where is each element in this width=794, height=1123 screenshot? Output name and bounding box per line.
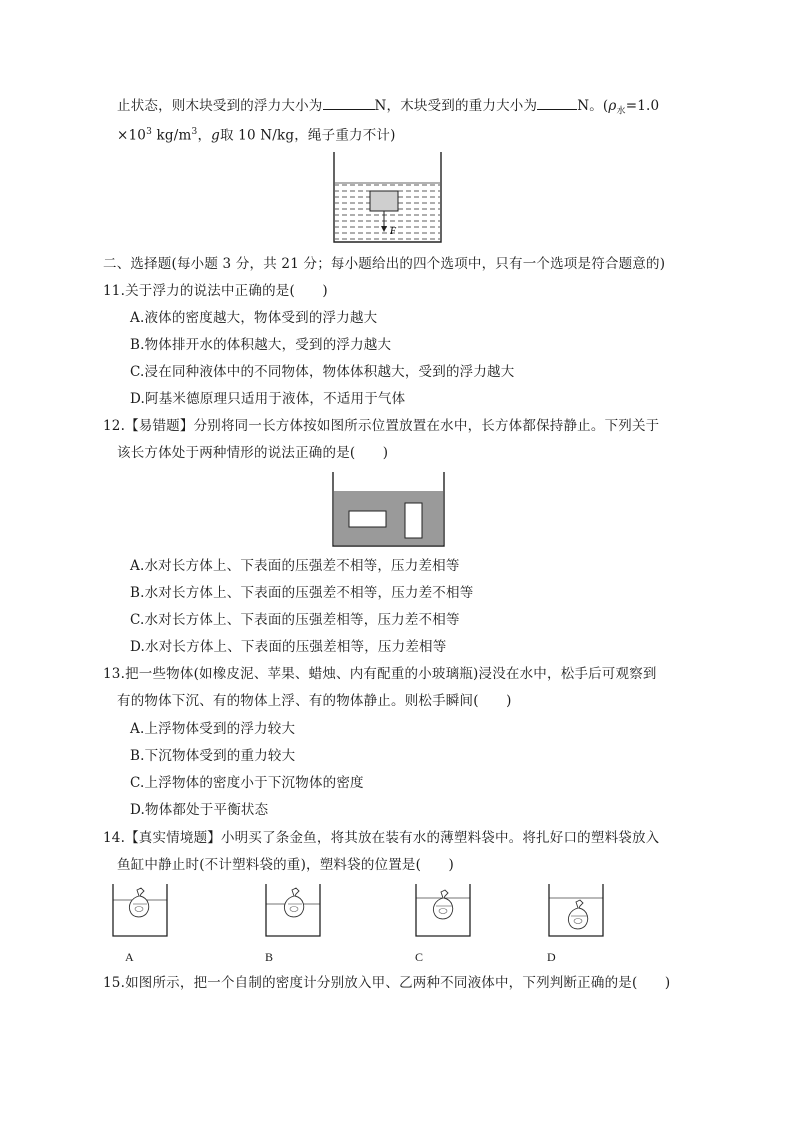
q14-label-a: A [125, 950, 134, 964]
q12-stem-line-1: 12.【易错题】分别将同一长方体按如图所示位置放置在水中，长方体都保持静止。下列关于 [103, 418, 660, 434]
q14-label-d: D [547, 950, 556, 964]
rho-symbol: ρ [608, 98, 617, 114]
q12-option-a[interactable]: A.水对长方体上、下表面的压强差不相等，压力差相等 [130, 558, 460, 574]
q15-stem: 15.如图所示，把一个自制的密度计分别放入甲、乙两种不同液体中，下列判断正确的是( ) [103, 975, 671, 991]
bag-icon [433, 890, 452, 919]
answer-blank-buoyancy[interactable] [323, 95, 375, 110]
q12-stem-line-2: 该长方体处于两种情形的说法正确的是( ) [117, 445, 389, 461]
q10-figure [333, 152, 443, 244]
q10-text-a: 止状态，则木块受到的浮力大小为 [117, 98, 323, 114]
q14-stem-line-2: 鱼缸中静止时(不计塑料袋的重)，塑料袋的位置是( ) [117, 857, 454, 873]
q11-option-d[interactable]: D.阿基米德原理只适用于液体，不适用于气体 [130, 391, 406, 407]
q14-figure-b[interactable] [264, 884, 322, 938]
bag-icon [568, 900, 587, 929]
q11-stem: 11.关于浮力的说法中正确的是( ) [103, 283, 328, 299]
q10-text-f: kg/m [152, 127, 192, 144]
q14-figure-a[interactable] [111, 884, 169, 938]
q13-option-d[interactable]: D.物体都处于平衡状态 [130, 802, 269, 818]
q10-text-b: N，木块受到的重力大小为 [374, 98, 538, 114]
bag-icon [129, 888, 148, 917]
q10-text-h: 取 10 N/kg，绳子重力不计) [219, 127, 396, 144]
block-horizontal [349, 511, 386, 527]
water-subscript: 水 [616, 106, 626, 117]
q11-option-b[interactable]: B.物体排开水的体积越大，受到的浮力越大 [130, 337, 392, 353]
q12-option-d[interactable]: D.水对长方体上、下表面的压强差相等，压力差相等 [130, 639, 447, 655]
q13-option-c[interactable]: C.上浮物体的密度小于下沉物体的密度 [130, 775, 364, 791]
section-2-title: 二、选择题(每小题 3 分，共 21 分；每小题给出的四个选项中，只有一个选项是符合题意的) [103, 256, 666, 272]
q10-text-c: N。( [577, 98, 609, 114]
q14-label-b: B [265, 950, 274, 964]
q14-label-c: C [415, 950, 424, 964]
q10-line-2 [117, 122, 396, 146]
q11-option-c[interactable]: C.浸在同种液体中的不同物体，物体体积越大，受到的浮力越大 [130, 364, 515, 380]
q13-option-b[interactable]: B.下沉物体受到的重力较大 [130, 748, 296, 764]
exponent-3: 3 [146, 127, 153, 137]
q13-stem-line-2: 有的物体下沉、有的物体上浮、有的物体静止。则松手瞬间( ) [117, 693, 512, 709]
answer-blank-gravity[interactable] [537, 95, 577, 110]
q14-figure-c[interactable] [414, 884, 472, 938]
force-label: F [390, 226, 397, 237]
q13-stem-line-1: 13.把一些物体(如橡皮泥、苹果、蜡烛、内有配重的小玻璃瓶)浸没在水中，松手后可观察到 [103, 666, 657, 682]
bag-icon [284, 888, 303, 917]
q11-option-a[interactable]: A.液体的密度越大，物体受到的浮力越大 [130, 310, 378, 326]
q12-option-c[interactable]: C.水对长方体上、下表面的压强差相等，压力差不相等 [130, 612, 460, 628]
block-vertical [405, 503, 422, 538]
q12-figure [332, 472, 445, 548]
q10-line-1 [117, 95, 659, 122]
q10-text-d: =1.0 [625, 98, 660, 114]
q13-option-a[interactable]: A.上浮物体受到的浮力较大 [130, 721, 296, 737]
g-symbol: g [211, 127, 220, 144]
q14-stem-line-1: 14.【真实情境题】小明买了条金鱼，将其放在装有水的薄塑料袋中。将扎好口的塑料袋放入 [103, 830, 660, 846]
q10-text-g: ， [197, 127, 212, 144]
q10-text-e: ×10 [117, 127, 147, 144]
exponent-3b: 3 [191, 127, 198, 137]
q14-figure-d[interactable] [547, 884, 605, 938]
q12-option-b[interactable]: B.水对长方体上、下表面的压强差不相等，压力差不相等 [130, 585, 474, 601]
wood-block [370, 191, 398, 211]
